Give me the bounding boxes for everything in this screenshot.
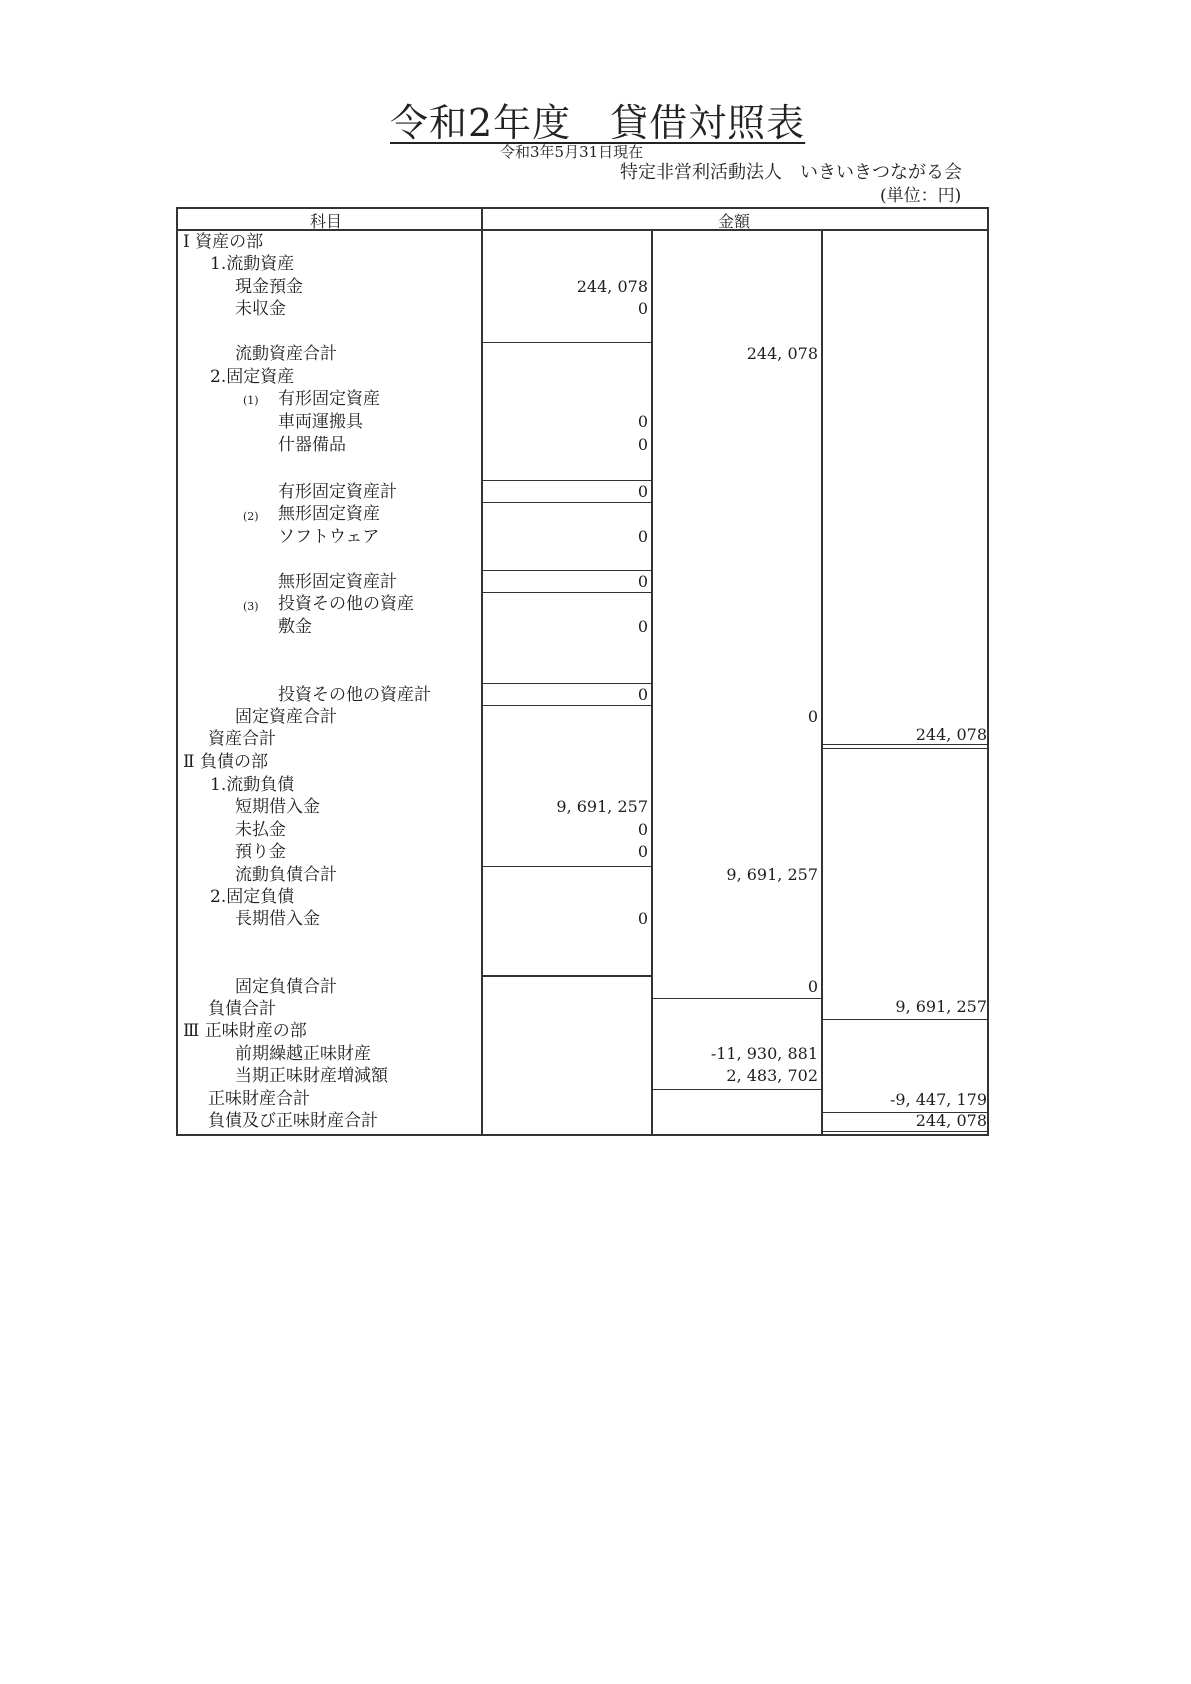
row-tangible-prefix: (1): [243, 394, 259, 407]
header-amount: 金額: [718, 212, 751, 231]
rule: [821, 748, 989, 749]
unit-label: (単位：円): [880, 186, 962, 206]
organization-name: 特定非営利活動法人 いきいきつながる会: [620, 162, 962, 183]
rule: [481, 570, 651, 571]
row-liabilities-section: Ⅱ 負債の部: [183, 752, 268, 772]
amount-tangible-total: 0: [637, 482, 648, 501]
rule: [481, 866, 651, 867]
amount-liabilities-and-net-assets-total: 244, 078: [915, 1111, 987, 1130]
amount-total-assets: 244, 078: [915, 725, 987, 744]
row-investments-prefix: (3): [243, 600, 259, 613]
row-current-assets: 1.流動資産: [210, 254, 295, 274]
amount-total-liabilities: 9, 691, 257: [895, 997, 987, 1016]
amount-cash-deposits: 244, 078: [576, 277, 648, 296]
row-tangible-total: 有形固定資産計: [278, 482, 397, 502]
amount-long-term-loans: 0: [637, 909, 648, 928]
row-assets-section: Ⅰ 資産の部: [183, 232, 264, 252]
row-investments-total: 投資その他の資産計: [278, 685, 431, 705]
row-fixed-assets: 2.固定資産: [210, 367, 295, 387]
row-total-assets: 資産合計: [208, 729, 276, 749]
row-fixed-liabilities: 2.固定負債: [210, 887, 295, 907]
row-liabilities-and-net-assets-total: 負債及び正味財産合計: [208, 1111, 378, 1131]
rule: [481, 975, 651, 977]
row-accounts-payable: 未払金: [235, 820, 286, 840]
amount-fixed-assets-total: 0: [807, 707, 818, 726]
row-net-assets-total: 正味財産合計: [208, 1089, 310, 1109]
amount-net-assets-change: 2, 483, 702: [726, 1066, 818, 1085]
row-deposits-received: 預り金: [235, 842, 286, 862]
rule: [481, 342, 651, 343]
row-fixed-assets-total: 固定資産合計: [235, 707, 337, 727]
row-total-liabilities: 負債合計: [208, 999, 276, 1019]
rule: [481, 592, 651, 593]
row-deposits: 敷金: [278, 617, 312, 637]
rule: [481, 502, 651, 503]
row-investments-other: 投資その他の資産: [278, 594, 414, 614]
amount-software: 0: [637, 527, 648, 546]
amount-accounts-payable: 0: [637, 820, 648, 839]
row-current-liabilities: 1.流動負債: [210, 775, 295, 795]
rule: [651, 998, 821, 999]
header-divider: [176, 229, 989, 231]
amount-net-assets-total: -9, 447, 179: [889, 1090, 987, 1109]
row-current-assets-total: 流動資産合計: [235, 344, 337, 364]
amount-intangible-total: 0: [637, 572, 648, 591]
amount-deposits-received: 0: [637, 842, 648, 861]
row-net-assets-change: 当期正味財産増減額: [235, 1066, 388, 1086]
row-intangible-prefix: (2): [243, 510, 259, 523]
amount-current-assets-total: 244, 078: [746, 344, 818, 363]
rule: [651, 1089, 821, 1090]
subject-column-divider: [481, 207, 483, 1136]
row-cash-deposits: 現金預金: [235, 277, 303, 297]
rule: [821, 1019, 989, 1020]
row-current-liabilities-total: 流動負債合計: [235, 865, 337, 885]
amount-vehicles: 0: [637, 412, 648, 431]
document-title: 令和2年度 貸借対照表: [390, 101, 806, 145]
as-of-date: 令和3年5月31日現在: [500, 143, 644, 161]
amount-current-liabilities-total: 9, 691, 257: [726, 865, 818, 884]
row-net-assets-section: Ⅲ 正味財産の部: [183, 1021, 307, 1041]
row-tangible-fixed-assets: 有形固定資産: [278, 389, 380, 409]
row-fixtures: 什器備品: [278, 435, 346, 455]
row-fixed-liabilities-total: 固定負債合計: [235, 977, 337, 997]
rule: [481, 705, 651, 706]
amount-receivables: 0: [637, 299, 648, 318]
amount-short-term-loans: 9, 691, 257: [556, 797, 648, 816]
amount-investments-total: 0: [637, 685, 648, 704]
row-vehicles: 車両運搬具: [278, 412, 363, 432]
row-intangible-total: 無形固定資産計: [278, 572, 397, 592]
amount-col2-divider: [821, 229, 823, 1136]
row-intangible-fixed-assets: 無形固定資産: [278, 504, 380, 524]
amount-deposits: 0: [637, 617, 648, 636]
row-prior-net-assets: 前期繰越正味財産: [235, 1044, 371, 1064]
amount-prior-net-assets: -11, 930, 881: [710, 1044, 818, 1063]
amount-fixed-liabilities-total: 0: [807, 977, 818, 996]
rule: [481, 480, 651, 481]
rule: [481, 683, 651, 684]
amount-col1-divider: [651, 229, 653, 1136]
header-subject: 科目: [310, 212, 343, 231]
row-short-term-loans: 短期借入金: [235, 797, 320, 817]
row-long-term-loans: 長期借入金: [235, 909, 320, 929]
row-receivables: 未収金: [235, 299, 286, 319]
amount-fixtures: 0: [637, 435, 648, 454]
row-software: ソフトウェア: [278, 527, 380, 547]
